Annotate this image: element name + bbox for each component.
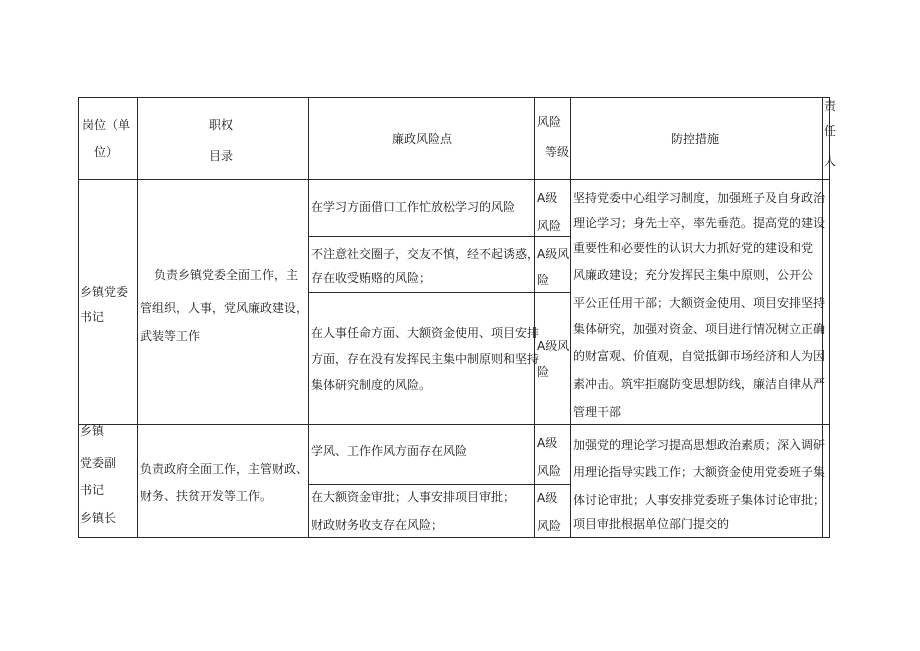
row1-risk1-divider bbox=[308, 236, 570, 237]
row1-measures-line4: 风廉政建设；充分发挥民主集中原则，公开公 bbox=[573, 268, 814, 282]
row1-duty-line1: 负责乡镇党委全面工作，主 bbox=[154, 268, 299, 282]
row1-position-line1: 乡镇党委 bbox=[80, 285, 129, 299]
header-measures: 防控措施 bbox=[671, 132, 720, 146]
row2-risk2-line2: 财政财务收支存在风险； bbox=[311, 518, 444, 532]
row2-duty-line2: 财务、扶贫开发等工作。 bbox=[140, 489, 273, 503]
header-responsible-3: 人 bbox=[824, 154, 837, 168]
row1-measures-line6: 集体研究，加强对资金、项目进行情况树立正确 bbox=[573, 322, 826, 336]
row1-risk2-line1: 不注意社交圈子，交友不慎，经不起诱惑， bbox=[311, 247, 540, 261]
row1-measures-line5: 平公正任用干部；大额资金使用、项目安排坚持 bbox=[573, 296, 826, 310]
row2-level1-line1: A级 bbox=[537, 436, 558, 450]
header-position-line1: 岗位（单 bbox=[82, 118, 131, 132]
row2-position-line2: 党委副 bbox=[80, 456, 117, 470]
col-divider-2 bbox=[308, 97, 309, 538]
row1-position-line2: 书记 bbox=[80, 310, 105, 324]
row2-level1-line2: 风险 bbox=[537, 464, 562, 478]
header-risk-point: 廉政风险点 bbox=[392, 132, 453, 146]
row2-level2-line2: 风险 bbox=[537, 519, 562, 533]
row1-measures-line7: 的财富观、价值观，自觉抵御市场经济和人为因 bbox=[573, 349, 826, 363]
header-authority-line2: 目录 bbox=[209, 149, 234, 163]
row1-measures-line2: 理论学习；身先士卒，率先垂范。提高党的建设 bbox=[573, 216, 826, 230]
row1-measures-line9: 管理干部 bbox=[573, 405, 622, 419]
row2-position-line3: 书记 bbox=[80, 483, 105, 497]
row1-risk3-line3: 集体研究制度的风险。 bbox=[311, 378, 432, 392]
header-responsible-2: 任 bbox=[824, 124, 837, 138]
row1-risk2-divider bbox=[308, 292, 570, 293]
row1-level3-line1: A级风 bbox=[537, 339, 570, 353]
row1-risk1: 在学习方面借口工作忙放松学习的风险 bbox=[311, 200, 516, 214]
header-authority-line1: 职权 bbox=[209, 118, 234, 132]
row1-duty-line3: 武装等工作 bbox=[140, 329, 201, 343]
row2-measures-line2: 用理论指导实践工作；大额资金使用党委班子集 bbox=[573, 465, 826, 479]
header-responsible-1: 责 bbox=[824, 99, 837, 113]
header-position-line2: 位） bbox=[94, 145, 119, 159]
row2-measures-line1: 加强党的理论学习提高思想政治素质；深入调研 bbox=[573, 438, 826, 452]
row2-position-line1: 乡镇 bbox=[80, 424, 105, 438]
row2-measures-line4: 项目审批根据单位部门提交的 bbox=[573, 517, 730, 531]
row1-level2-line2: 险 bbox=[537, 273, 550, 287]
row2-duty-line1: 负责政府全面工作，主管财政、 bbox=[140, 462, 309, 476]
row1-level3-line2: 险 bbox=[537, 365, 550, 379]
row2-risk1: 学风、工作作风方面存在风险 bbox=[311, 444, 468, 458]
row-divider bbox=[78, 424, 830, 425]
header-risk-level-line2: 等级 bbox=[545, 145, 570, 159]
row2-level2-line1: A级 bbox=[537, 491, 558, 505]
col-divider-4 bbox=[570, 97, 571, 538]
row2-position-line4: 乡镇长 bbox=[80, 511, 117, 525]
header-bottom-border bbox=[78, 179, 830, 180]
table-left-border bbox=[78, 97, 79, 538]
table-bottom-border bbox=[78, 537, 830, 538]
row1-duty-line2: 管组织，人事，党风廉政建设， bbox=[140, 301, 309, 315]
row2-risk-divider bbox=[308, 484, 570, 485]
row1-measures-line8: 素冲击。筑牢拒腐防变思想防线，廉洁自律从严 bbox=[573, 377, 826, 391]
row1-level2-line1: A级风 bbox=[537, 247, 570, 261]
row1-risk3-line2: 方面，存在没有发挥民主集中制原则和坚持 bbox=[311, 352, 540, 366]
row1-level1-line1: A级 bbox=[537, 191, 558, 205]
row1-risk3-line1: 在人事任命方面、大额资金使用、项目安排 bbox=[311, 326, 540, 340]
header-risk-level-line1: 风险 bbox=[537, 115, 562, 129]
table-top-border bbox=[78, 97, 830, 98]
col-divider-3 bbox=[534, 97, 535, 538]
row1-risk2-line2: 存在收受贿赂的风险； bbox=[311, 271, 432, 285]
row2-risk2-line1: 在大额资金审批；人事安排项目审批； bbox=[311, 490, 516, 504]
row1-measures-line3: 重要性和必要性的认识大力抓好党的建设和党 bbox=[573, 241, 814, 255]
row1-measures-line1: 坚持党委中心组学习制度，加强班子及自身政治 bbox=[573, 191, 826, 205]
col-divider-1 bbox=[137, 97, 138, 538]
row2-measures-line3: 体讨论审批；人事安排党委班子集体讨论审批； bbox=[573, 493, 826, 507]
row1-level1-line2: 风险 bbox=[537, 219, 562, 233]
